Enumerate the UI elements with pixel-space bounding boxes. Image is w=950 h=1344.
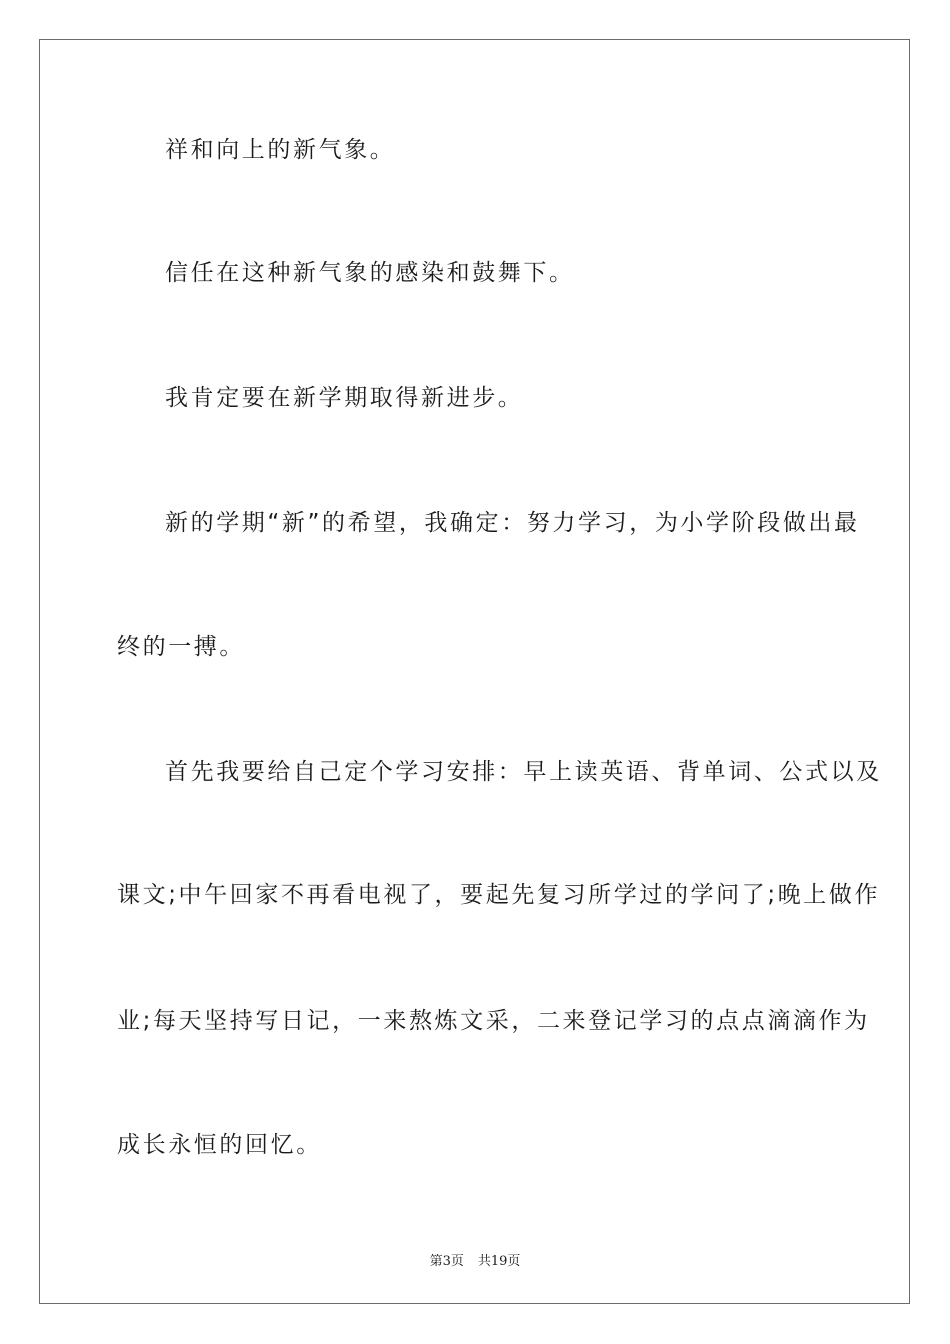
paragraph-line-7: 课文;中午回家不再看电视了，要起先复习所学过的学问了;晚上做作	[117, 882, 881, 908]
paragraph-line-8: 业;每天坚持写日记，一来熬炼文采，二来登记学习的点点滴滴作为	[117, 1008, 870, 1034]
paragraph-line-1: 祥和向上的新气象。	[165, 137, 396, 163]
paragraph-line-2: 信任在这种新气象的感染和鼓舞下。	[165, 260, 575, 286]
paragraph-line-9: 成长永恒的回忆。	[117, 1132, 322, 1158]
paragraph-line-5: 终的一搏。	[117, 634, 245, 660]
page-border	[39, 39, 910, 1304]
page-footer	[0, 1250, 950, 1269]
paragraph-line-6: 首先我要给自己定个学习安排：早上读英语、背单词、公式以及	[165, 759, 882, 785]
paragraph-line-4: 新的学期“新”的希望，我确定：努力学习，为小学阶段做出最	[165, 510, 860, 536]
paragraph-line-3: 我肯定要在新学期取得新进步。	[165, 385, 524, 411]
page-number: 第3页	[429, 1254, 464, 1269]
total-pages: 共19页	[477, 1254, 521, 1269]
